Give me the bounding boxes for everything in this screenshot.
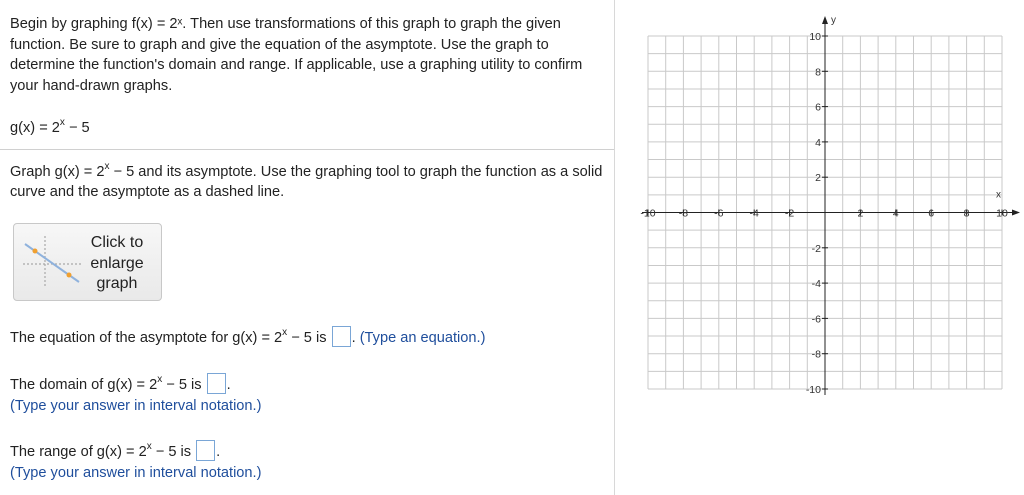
y-tick-label: -4 — [811, 278, 821, 291]
graph-thumbnail-icon — [21, 234, 85, 290]
y-tick-label: 8 — [815, 66, 821, 79]
range-question: The range of $g(x) = 2^x - 5$ is . — [10, 441, 221, 460]
domain-answer-input[interactable] — [207, 373, 226, 394]
x-tick-label: -8 — [678, 207, 689, 220]
y-tick-label: -6 — [811, 313, 821, 326]
graphing-tool[interactable] — [615, 0, 1024, 495]
section-divider — [0, 149, 614, 150]
x-tick-label: -4 — [749, 207, 759, 220]
enlarge-graph-button[interactable] — [13, 223, 162, 301]
graph-instruction: Graph $g(x) = 2^x - 5$ and its asymptote. Use the graphing tool to graph the function as a solid curve and the asymptote as a dashed line. — [10, 161, 603, 200]
asymptote-hint: (Type an equation.) — [359, 330, 486, 346]
y-tick-label: -2 — [811, 242, 821, 255]
x-tick-label: 2 — [857, 207, 864, 220]
enlarge-graph-label: Click to enlarge graph — [90, 234, 144, 292]
asymptote-question: The equation of the asymptote for $g(x) = 2^x - 5$ is . (Type an equation.) — [10, 327, 486, 346]
domain-question: The domain of $g(x) = 2^x - 5$ is . — [10, 374, 231, 393]
y-tick-label: 2 — [815, 172, 821, 185]
x-tick-label: 8 — [963, 207, 970, 220]
y-tick-label: 6 — [815, 101, 821, 114]
x-axis-label: x — [996, 189, 1001, 201]
asymptote-answer-input[interactable] — [332, 326, 351, 347]
x-tick-label: -10 — [640, 207, 656, 220]
problem-intro: Begin by graphing f(x) = 2ˣ. Then use transformations of this graph to graph the given function. Be sure to graph and give the equation of the asymptote. Use the graph to determine the function's domain and range. If applicable, use a graphing utility to confirm your hand-drawn graphs. — [10, 16, 583, 94]
y-tick-label: 10 — [809, 31, 821, 43]
y-tick-label: -8 — [811, 348, 821, 361]
given-function: $g(x) = 2^x - 5$ — [10, 117, 90, 136]
x-axis-arrow — [1012, 210, 1020, 216]
domain-hint: (Type your answer in interval notation.) — [10, 398, 262, 414]
range-answer-input[interactable] — [196, 440, 215, 461]
y-tick-label: -10 — [805, 384, 821, 396]
x-tick-label: -2 — [784, 207, 795, 220]
x-tick-label: 10 — [996, 207, 1008, 220]
y-axis-label: y — [831, 15, 836, 26]
x-tick-label: 4 — [892, 207, 899, 220]
y-tick-label: 4 — [815, 136, 821, 149]
y-axis-arrow — [822, 16, 828, 24]
range-hint: (Type your answer in interval notation.) — [10, 465, 262, 481]
x-tick-label: -6 — [714, 207, 724, 220]
x-tick-label: 6 — [928, 207, 935, 220]
